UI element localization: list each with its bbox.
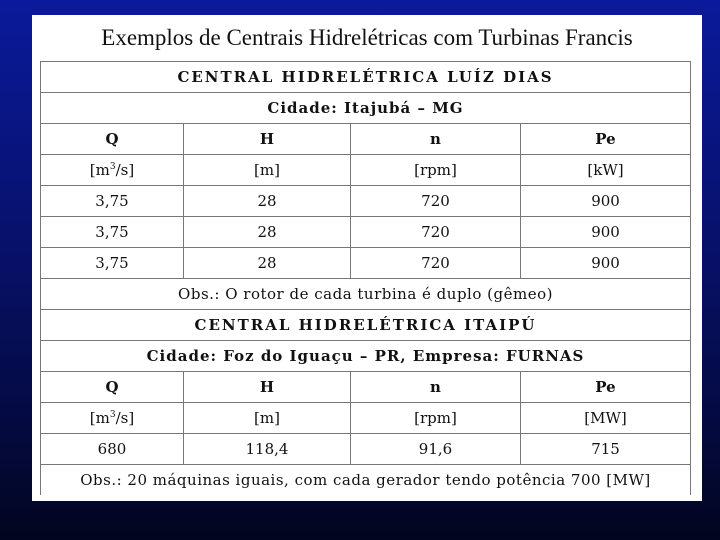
unit-n: [rpm] bbox=[351, 403, 521, 434]
table-row bbox=[41, 248, 691, 279]
plant1-units-row bbox=[41, 155, 691, 186]
plant1-note-row bbox=[41, 279, 691, 310]
cell-pe: 900 bbox=[521, 217, 691, 248]
unit-h: [m] bbox=[184, 155, 351, 186]
unit-q-prefix: [m bbox=[89, 409, 110, 427]
cell-n: 720 bbox=[351, 217, 521, 248]
unit-q bbox=[41, 403, 184, 434]
plant1-note: Obs.: O rotor de cada turbina é duplo (gêmeo) bbox=[41, 279, 691, 310]
cell-q: 3,75 bbox=[41, 248, 184, 279]
cell-n: 720 bbox=[351, 186, 521, 217]
cell-n: 720 bbox=[351, 248, 521, 279]
col-header-pe: Pe bbox=[521, 372, 691, 403]
plants-table bbox=[40, 61, 691, 495]
cell-h: 28 bbox=[184, 248, 351, 279]
unit-h: [m] bbox=[184, 403, 351, 434]
table-row bbox=[41, 434, 691, 465]
plant1-header-row bbox=[41, 62, 691, 93]
plant2-name: CENTRAL HIDRELÉTRICA ITAIPÚ bbox=[41, 310, 691, 341]
plant2-note: Obs.: 20 máquinas iguais, com cada gerador tendo potência 700 [MW] bbox=[41, 465, 691, 496]
col-header-n: n bbox=[351, 372, 521, 403]
plant2-units-row bbox=[41, 403, 691, 434]
cell-n: 91,6 bbox=[351, 434, 521, 465]
unit-q-suffix: /s] bbox=[115, 161, 135, 179]
plant2-header-row bbox=[41, 310, 691, 341]
unit-q-exponent: 3 bbox=[109, 410, 116, 420]
cell-q: 680 bbox=[41, 434, 184, 465]
unit-q-prefix: [m bbox=[89, 161, 110, 179]
table-row bbox=[41, 217, 691, 248]
col-header-h: H bbox=[184, 124, 351, 155]
cell-pe: 900 bbox=[521, 248, 691, 279]
slide-sheet bbox=[32, 15, 702, 501]
unit-pe: [kW] bbox=[521, 155, 691, 186]
unit-pe: [MW] bbox=[521, 403, 691, 434]
plant2-note-row bbox=[41, 465, 691, 496]
cell-q: 3,75 bbox=[41, 217, 184, 248]
cell-pe: 900 bbox=[521, 186, 691, 217]
unit-q-exponent: 3 bbox=[109, 162, 116, 172]
unit-q-suffix: /s] bbox=[115, 409, 135, 427]
cell-h: 118,4 bbox=[184, 434, 351, 465]
plant2-city: Cidade: Foz do Iguaçu – PR, Empresa: FURNAS bbox=[41, 341, 691, 372]
unit-q bbox=[41, 155, 184, 186]
slide-title: Exemplos de Centrais Hidrelétricas com Turbinas Francis bbox=[101, 25, 633, 50]
plant1-city-row bbox=[41, 93, 691, 124]
cell-h: 28 bbox=[184, 186, 351, 217]
cell-pe: 715 bbox=[521, 434, 691, 465]
table-row bbox=[41, 186, 691, 217]
col-header-q: Q bbox=[41, 372, 184, 403]
plant1-column-headers bbox=[41, 124, 691, 155]
plant1-city: Cidade: Itajubá – MG bbox=[41, 93, 691, 124]
col-header-q: Q bbox=[41, 124, 184, 155]
unit-n: [rpm] bbox=[351, 155, 521, 186]
col-header-h: H bbox=[184, 372, 351, 403]
col-header-n: n bbox=[351, 124, 521, 155]
cell-h: 28 bbox=[184, 217, 351, 248]
plant2-city-row bbox=[41, 341, 691, 372]
cell-q: 3,75 bbox=[41, 186, 184, 217]
plant1-name: CENTRAL HIDRELÉTRICA LUÍZ DIAS bbox=[41, 62, 691, 93]
col-header-pe: Pe bbox=[521, 124, 691, 155]
plant2-column-headers bbox=[41, 372, 691, 403]
